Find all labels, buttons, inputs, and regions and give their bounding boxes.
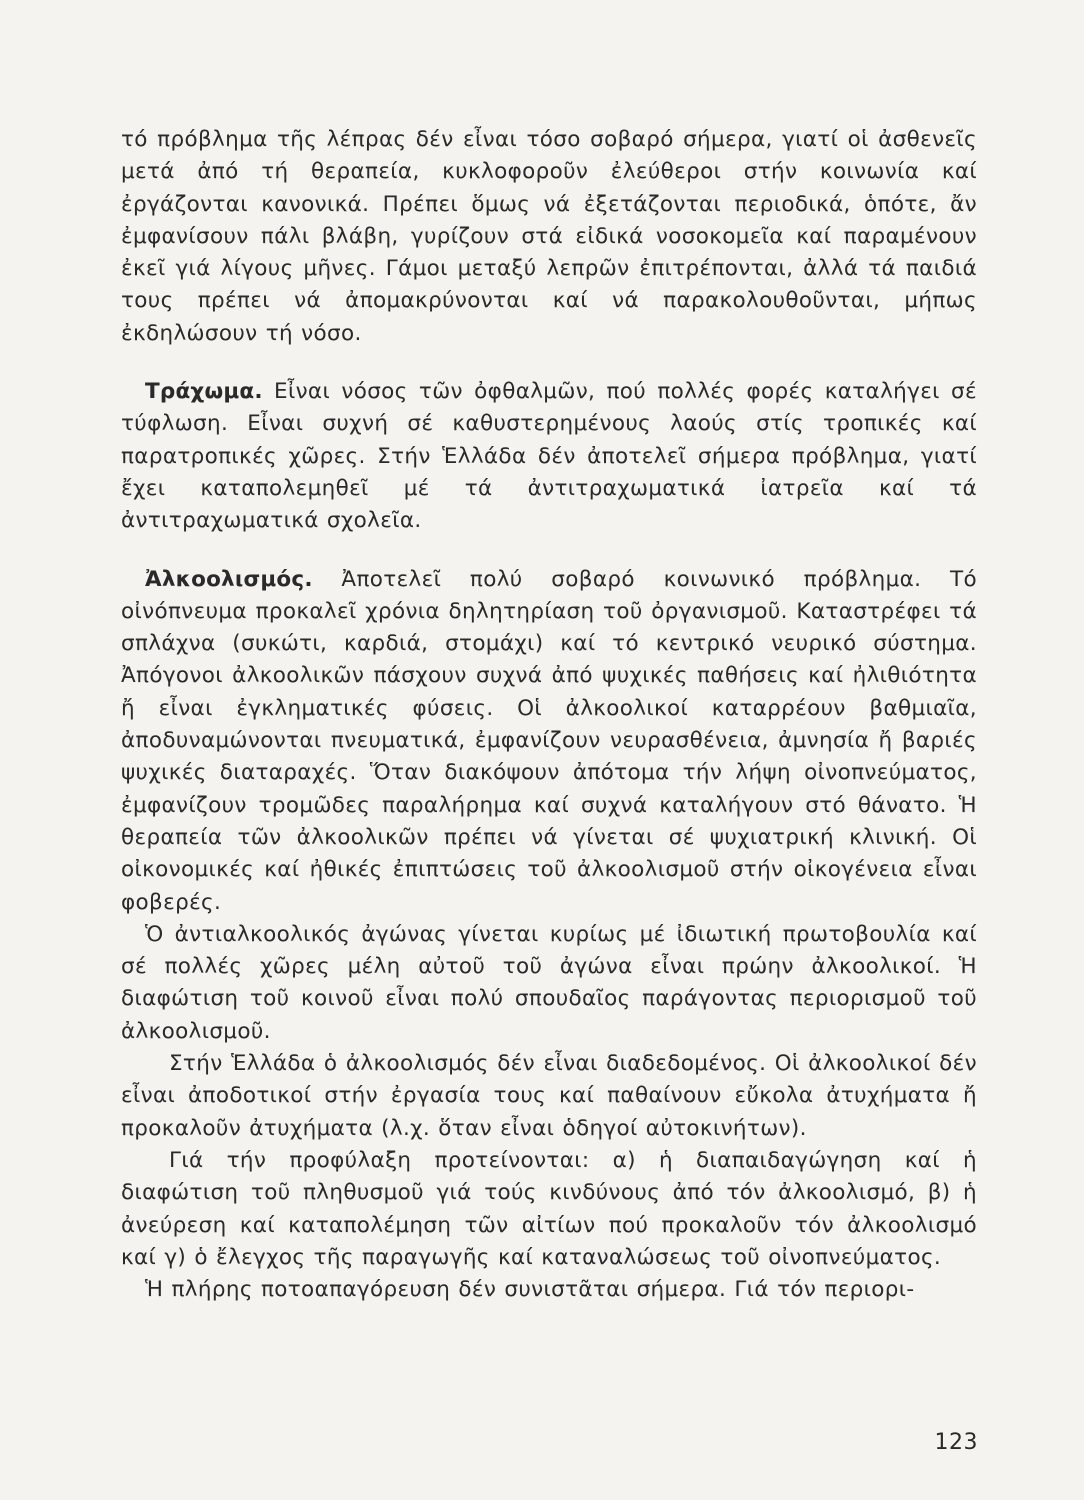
paragraph-text: Ἀποτελεῖ πολύ σοβαρό κοινωνικό πρόβλημα. Τό οἰνόπνευμα προκαλεῖ χρόνια δηλητηρίαση τοῦ ὀργανισμοῦ. Καταστρέφει τά σπλάχνα (συκώτι, καρδιά, στομάχι) καί τό κεντρικό νευρικό σύστημα. Ἀπόγονοι ἀλκοολικῶν πάσχουν συχνά ἀπό ψυχικές παθήσεις καί ἠλιθιότητα ἤ εἶναι ἐγκληματικές φύσεις. Οἱ ἀλκοολικοί καταρρέουν βαθμιαῖα, ἀποδυναμώνονται πνευματικά, ἐμφανίζουν νευρασθένεια, ἀμνησία ἤ βαριές ψυχικές διαταραχές. Ὅταν διακόψουν ἀπότομα τήν λήψη οἰνοπνεύματος, ἐμφανίζουν τρομῶδες παραλήρημα καί συχνά καταλήγουν στό θάνατο. Ἡ θεραπεία τῶν ἀλκοολικῶν πρέπει νά γίνεται σέ ψυχιατρική κλινική. Οἱ οἰκονομικές καί ἠθικές ἐπιπτώσεις τοῦ ἀλκοολισμοῦ στήν οἰκογένεια εἶναι φοβερές. [121, 566, 978, 915]
paragraph-text: Ὁ ἀντιαλκοολικός ἀγώνας γίνεται κυρίως μέ ἰδιωτική πρωτοβουλία καί σέ πολλές χῶρες μέλη αὐτοῦ τοῦ ἀγώνα εἶναι πρώην ἀλκοολικοί. Ἡ διαφώτιση τοῦ κοινοῦ εἶναι πολύ σπουδαῖος παράγοντας περιορισμοῦ τοῦ ἀλκοολισμοῦ. [121, 921, 977, 1044]
paragraph-prevention [121, 1145, 977, 1274]
paragraph-anti-alcohol-struggle [121, 919, 977, 1048]
section-heading-trachoma: Τράχωμα. [145, 379, 263, 405]
paragraph-gap [121, 538, 977, 564]
paragraph-trachoma [121, 376, 977, 537]
paragraph-gap [121, 350, 977, 376]
paragraph-text: Στήν Ἑλλάδα ὁ ἀλκοολισμός δέν εἶναι διαδεδομένος. Οἱ ἀλκοολικοί δέν εἶναι ἀποδοτικοί στήν ἐργασία τους καί παθαίνουν εὔκολα ἀτυχήματα ἤ προκαλοῦν ἀτυχήματα (λ.χ. ὅταν εἶναι ὁδηγοί αὐτοκινήτων). [121, 1051, 977, 1141]
body-text [121, 124, 977, 1306]
paragraph-alcoholism [121, 564, 977, 919]
section-heading-alcoholism: Ἀλκοολισμός. [145, 566, 313, 592]
paragraph-text: τό πρόβλημα τῆς λέπρας δέν εἶναι τόσο σοβαρό σήμερα, γιατί οἱ ἀσθενεῖς μετά ἀπό τή θεραπεία, κυκλοφοροῦν ἐλεύθεροι στήν κοινωνία καί ἐργάζονται κανονικά. Πρέπει ὅμως νά ἐξετάζονται περιοδικά, ὁπότε, ἄν ἐμφανίσουν πάλι βλάβη, γυρίζουν στά εἰδικά νοσοκομεῖα καί παραμένουν ἐκεῖ γιά λίγους μῆνες. Γάμοι μεταξύ λεπρῶν ἐπιτρέπονται, ἀλλά τά παιδιά τους πρέπει νά ἀπομακρύνονται καί νά παρακολουθοῦνται, μήπως ἐκδηλώσουν τή νόσο. [121, 127, 977, 346]
paragraph-prohibition [121, 1274, 977, 1306]
paragraph-leprosy-continued [121, 124, 977, 350]
paragraph-text: Ἡ πλήρης ποτοαπαγόρευση δέν συνιστᾶται σήμερα. Γιά τόν περιορι- [145, 1277, 915, 1303]
paragraph-text: Εἶναι νόσος τῶν ὀφθαλμῶν, πού πολλές φορές καταλήγει σέ τύφλωση. Εἶναι συχνή σέ καθυστερημένους λαούς στίς τροπικές καί παρατροπικές χῶρες. Στήν Ἑλλάδα δέν ἀποτελεῖ σήμερα πρόβλημα, γιατί ἔχει καταπολεμηθεῖ μέ τά ἀντιτραχωματικά ἰατρεῖα καί τά ἀντιτραχωματικά σχολεῖα. [121, 379, 978, 534]
paragraph-greece-alcoholism [121, 1048, 977, 1145]
paragraph-text: Γιά τήν προφύλαξη προτείνονται: α) ἡ διαπαιδαγώγηση καί ἡ διαφώτιση τοῦ πληθυσμοῦ γιά τούς κινδύνους ἀπό τόν ἀλκοολισμό, β) ἡ ἀνεύρεση καί καταπολέμηση τῶν αἰτίων πού προκαλοῦν τόν ἀλκοολισμό καί γ) ὁ ἔλεγχος τῆς παραγωγῆς καί καταναλώσεως τοῦ οἰνοπνεύματος. [121, 1147, 977, 1270]
page-number: 123 [934, 1430, 978, 1455]
